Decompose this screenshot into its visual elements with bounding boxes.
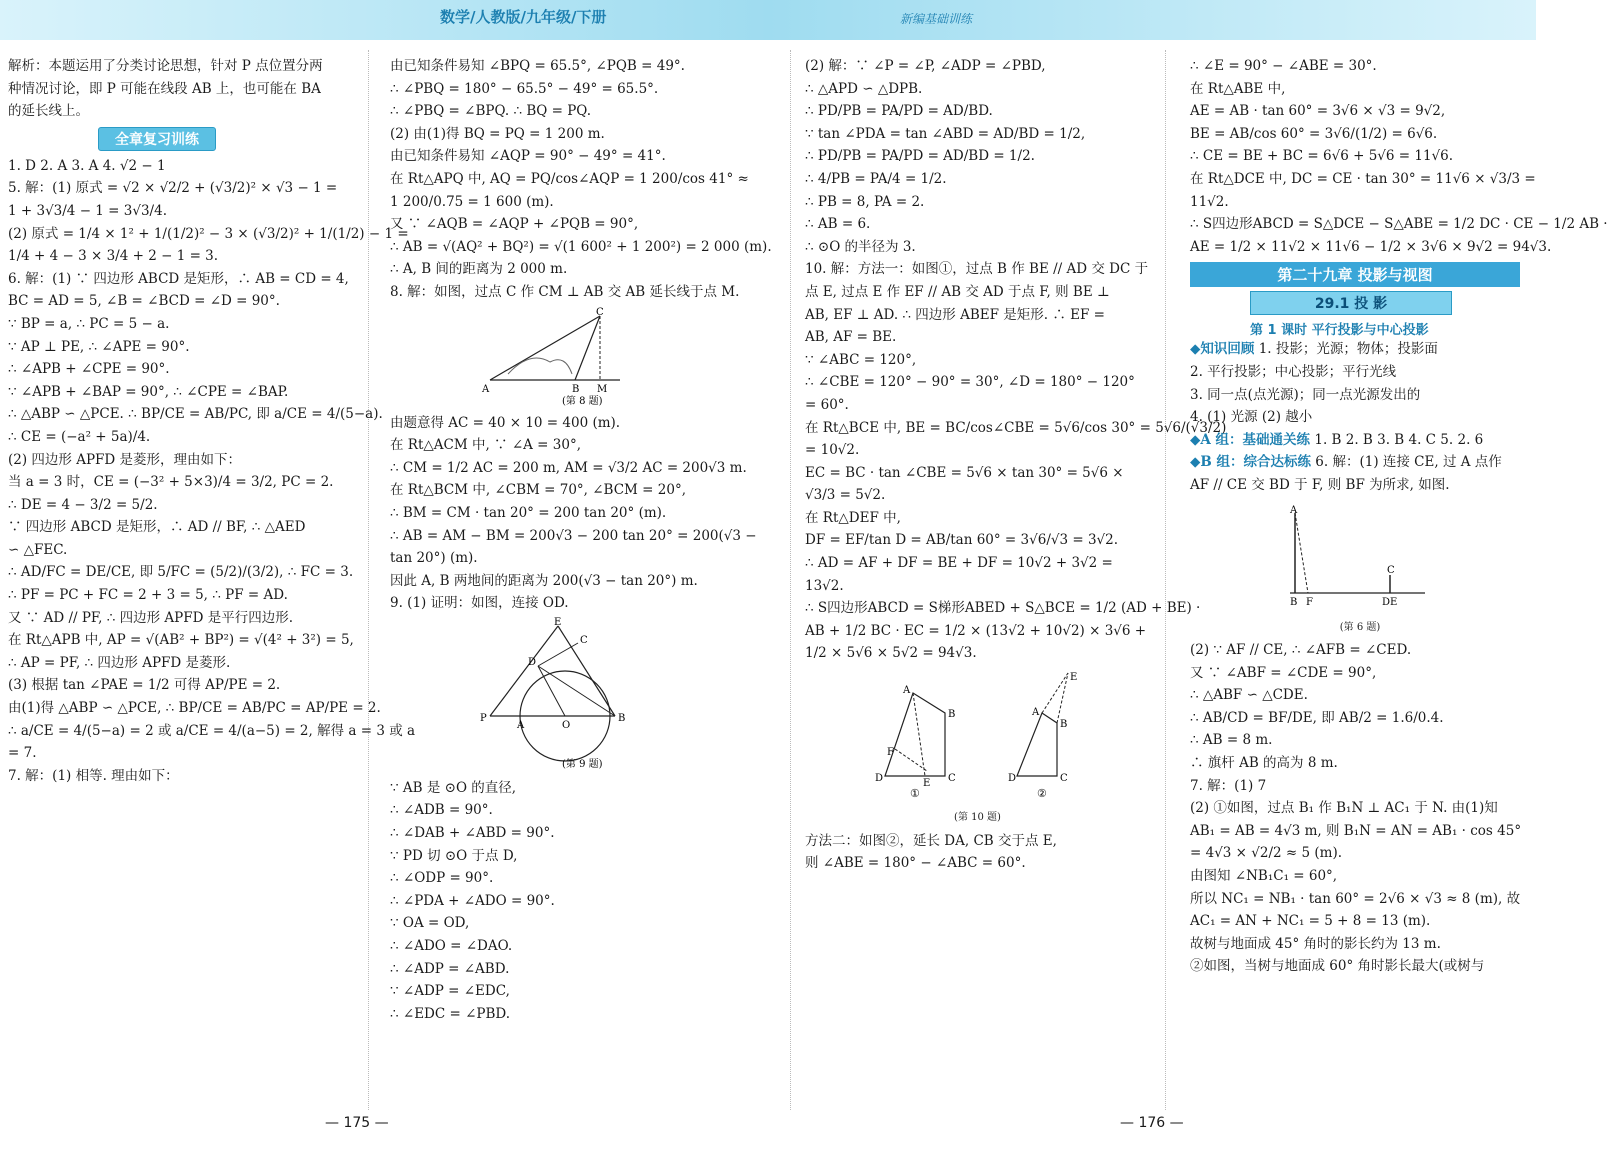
group-a-row	[1190, 429, 1530, 452]
text-line: 1. 投影；光源；物体；投影面	[1258, 341, 1438, 358]
tag-group-a: ◆A 组：基础通关练	[1190, 431, 1311, 448]
text-line: 故树与地面成 45° 角时的影长约为 13 m.	[1190, 935, 1441, 952]
text-line: ∴ ∠ADO = ∠DAO.	[390, 938, 513, 955]
text-line: (2) 由(1)得 BQ = PQ = 1 200 m.	[390, 125, 605, 142]
text-line: ∴ a/CE = 4/(5−a) = 2 或 a/CE = 4/(a−5) = 2, 解得 a = 3 或 a	[8, 722, 416, 739]
text-line: 在 Rt△ABE 中,	[1190, 80, 1286, 97]
text-line: 由图知 ∠NB₁C₁ = 60°,	[1190, 868, 1338, 885]
fig10-label-d1: D	[875, 773, 884, 785]
text-line: ∴ S四边形ABCD = S△DCE − S△ABE = 1/2 DC · CE − 1/2 AB ·	[1190, 216, 1608, 233]
text-line: ∴ ∠PBQ = ∠BPQ. ∴ BQ = PQ.	[390, 103, 591, 120]
tag-knowledge: ◆知识回顾	[1190, 341, 1255, 358]
text-line: 解析：本题运用了分类讨论思想，针对 P 点位置分两	[8, 58, 323, 74]
fig8-caption: (第 8 题)	[562, 395, 603, 407]
text-line: 在 Rt△APB 中, AP = √(AB² + BP²) = √(4² + 3²) = 5,	[8, 632, 354, 649]
text-line: (2) 解：∵ ∠P = ∠P, ∠ADP = ∠PBD,	[805, 58, 1046, 74]
column-4	[1190, 55, 1608, 978]
figure-8	[390, 306, 735, 407]
text-line: 由题意得 AC = 40 × 10 = 400 (m).	[390, 414, 621, 431]
fig10-label-e2: E	[1070, 672, 1078, 684]
fig6-caption: (第 6 题)	[1339, 621, 1381, 633]
text-line: ∴ △ABF ∽ △CDE.	[1190, 687, 1308, 704]
text-line: 9. (1) 证明：如图，连接 OD.	[390, 595, 569, 612]
text-line: ∴ ∠PDA + ∠ADO = 90°.	[390, 892, 555, 909]
text-line: ∴ ∠PBQ = 180° − 65.5° − 49° = 65.5°.	[390, 80, 659, 97]
text-line: √3/3 = 5√2.	[805, 487, 886, 504]
fig9-caption: (第 9 题)	[562, 758, 603, 770]
text-line: ∴ PD/PB = PA/PD = AD/BD = 1/2.	[805, 148, 1035, 165]
text-line: 种情况讨论，即 P 可能在线段 AB 上，也可能在 BA	[8, 80, 321, 97]
text-line: ∴ ∠APB + ∠CPE = 90°.	[8, 361, 170, 378]
text-line: 在 Rt△BCE 中, BE = BC/cos∠CBE = 5√6/cos 30° = 5√6/(√3/2)	[805, 419, 1227, 436]
fig9-label-d: D	[528, 656, 537, 668]
text-line: 5. 解：(1) 原式 = √2 × √2/2 + (√3/2)² × √3 − 1 =	[8, 180, 338, 197]
fig6-label-f: F	[1306, 596, 1313, 608]
text-line: (2) 四边形 APFD 是菱形，理由如下：	[8, 451, 242, 468]
figure-9	[390, 616, 735, 771]
lesson-title: 第 1 课时 平行投影与中心投影	[1250, 323, 1429, 339]
text-line: 由已知条件易知 ∠BPQ = 65.5°, ∠PQB = 49°.	[390, 58, 685, 74]
text-line: 方法二：如图②，延长 DA, CB 交于点 E,	[805, 832, 1057, 849]
text-line: ∴ AB = AM − BM = 200√3 − 200 tan 20° = 200(√3 −	[390, 527, 757, 544]
text-line: = 60°.	[805, 396, 849, 413]
text-line: ∵ ∠APB + ∠BAP = 90°, ∴ ∠CPE = ∠BAP.	[8, 383, 289, 400]
text-line: ∵ OA = OD,	[390, 915, 470, 932]
text-line: ∴ CE = (−a² + 5a)/4.	[8, 428, 151, 445]
text-line: ∵ 四边形 ABCD 是矩形，∴ AD // BF, ∴ △AED	[8, 519, 306, 536]
text-line: AE = 1/2 × 11√2 × 11√6 − 1/2 × 3√6 × 9√2 = 94√3.	[1190, 238, 1552, 255]
text-line: 10. 解：方法一：如图①，过点 B 作 BE // AD 交 DC 于	[805, 261, 1149, 278]
text-line: 11√2.	[1190, 193, 1229, 210]
fig10-label-b2: B	[1060, 719, 1068, 731]
fig8-label-a: A	[482, 383, 490, 395]
text-line: 在 Rt△DCE 中, DC = CE · tan 30° = 11√6 × √3/3 =	[1190, 170, 1536, 187]
chapter-title: 第二十九章 投影与视图	[1190, 262, 1520, 287]
text-line: ∵ PD 切 ⊙O 于点 D,	[390, 847, 518, 864]
knowledge-row	[1190, 338, 1530, 361]
text-line: ∴ PB = 8, PA = 2.	[805, 193, 925, 210]
text-line: 6. 解：(1) 连接 CE, 过 A 点作	[1315, 454, 1502, 471]
text-line: ∴ 旗杆 AB 的高为 8 m.	[1190, 755, 1338, 772]
column-1	[8, 55, 416, 787]
text-line: ∴ AB/CD = BF/DE, 即 AB/2 = 1.6/0.4.	[1190, 709, 1444, 726]
text-line: (3) 根据 tan ∠PAE = 1/2 可得 AP/PE = 2.	[8, 677, 281, 694]
text-line: 6. 解：(1) ∵ 四边形 ABCD 是矩形，∴ AB = CD = 4,	[8, 270, 349, 287]
text-line: ∵ ∠ABC = 120°,	[805, 351, 917, 368]
text-line: 13√2.	[805, 577, 844, 594]
text-line: 1 200/0.75 = 1 600 (m).	[390, 193, 554, 210]
col1-answers	[8, 155, 416, 788]
text-line: ∴ ∠DAB + ∠ABD = 90°.	[390, 825, 555, 842]
text-line: 又 ∵ ∠AQB = ∠AQP + ∠PQB = 90°,	[390, 216, 639, 233]
fig9-label-o: O	[562, 719, 571, 731]
text-line: 由(1)得 △ABP ∽ △PCE, ∴ BP/CE = AB/PC = AP/PE = 2.	[8, 700, 381, 717]
fig8-label-b: B	[572, 383, 580, 395]
column-divider	[368, 50, 369, 1110]
text-line: 由已知条件易知 ∠AQP = 90° − 49° = 41°.	[390, 148, 666, 165]
fig6-label-c: C	[1387, 564, 1395, 576]
text-line: 8. 解：如图，过点 C 作 CM ⊥ AB 交 AB 延长线于点 M.	[390, 283, 740, 300]
text-line: ∴ PF = PC + FC = 2 + 3 = 5, ∴ PF = AD.	[8, 587, 288, 604]
col1-intro	[8, 55, 353, 123]
text-line: AE = AB · tan 60° = 3√6 × √3 = 9√2,	[1190, 103, 1446, 120]
fig6-label-b: B	[1290, 596, 1298, 608]
text-line: AB + 1/2 BC · EC = 1/2 × (13√2 + 10√2) × 3√6 +	[805, 622, 1147, 639]
fig8-label-m: M	[597, 383, 608, 395]
fig6-label-de: DE	[1382, 596, 1398, 608]
text-line: 3. 同一点(点光源)；同一点光源发出的	[1190, 386, 1421, 403]
fig9-label-b: B	[618, 712, 626, 724]
text-line: (2) ∵ AF // CE, ∴ ∠AFB = ∠CED.	[1190, 642, 1412, 659]
fig8-label-c: C	[596, 306, 604, 318]
fig10-label-b1: B	[948, 709, 956, 721]
fig10-label-c1: C	[948, 773, 956, 785]
fig10-label-a1: A	[903, 685, 911, 697]
text-line: AB, AF = BE.	[805, 329, 897, 346]
text-line: ②如图，当树与地面成 60° 角时影长最大(或树与	[1190, 958, 1485, 975]
fig10-caption: (第 10 题)	[954, 812, 1001, 824]
text-line: = 10√2.	[805, 442, 860, 459]
column-2	[390, 55, 772, 1025]
text-line: 2. 平行投影；中心投影；平行光线	[1190, 363, 1397, 380]
text-line: ∴ ∠E = 90° − ∠ABE = 30°.	[1190, 58, 1377, 74]
text-line: AB, EF ⊥ AD. ∴ 四边形 ABEF 是矩形. ∴ EF =	[805, 306, 1105, 323]
text-line: ∴ △ABP ∽ △PCE. ∴ BP/CE = AB/PC, 即 a/CE = 4/(5−a).	[8, 406, 383, 423]
text-line: ∴ S四边形ABCD = S梯形ABED + S△BCE = 1/2 (AD + BE) ·	[805, 600, 1201, 617]
text-line: ∴ PD/PB = PA/PD = AD/BD.	[805, 103, 993, 120]
text-line: 所以 NC₁ = NB₁ · tan 60° = 2√6 × √3 ≈ 8 (m), 故	[1190, 890, 1521, 907]
text-line: ∴ ∠ODP = 90°.	[390, 870, 494, 887]
text-line: BE = AB/cos 60° = 3√6/(1/2) = 6√6.	[1190, 125, 1438, 142]
text-line: 的延长线上。	[8, 103, 89, 120]
page-number-left: — 175 —	[325, 1115, 389, 1131]
group-b-row	[1190, 451, 1530, 474]
text-line: ∵ ∠ADP = ∠EDC,	[390, 983, 510, 1000]
text-line: ∴ AB = 6.	[805, 216, 871, 233]
text-line: BC = AD = 5, ∠B = ∠BCD = ∠D = 90°.	[8, 293, 280, 310]
text-line: ∴ CE = BE + BC = 6√6 + 5√6 = 11√6.	[1190, 148, 1454, 165]
fig10-label-e1: E	[923, 778, 931, 790]
fig10-label-c2: C	[1060, 773, 1068, 785]
text-line: ∴ ⊙O 的半径为 3.	[805, 238, 916, 255]
text-line: ∴ A, B 间的距离为 2 000 m.	[390, 261, 568, 278]
section-title: 29.1 投 影	[1250, 291, 1452, 315]
text-line: 又 ∵ ∠ABF = ∠CDE = 90°,	[1190, 664, 1377, 681]
header-book-title: 数学/人教版/九年级/下册	[440, 8, 607, 26]
fig9-label-e: E	[554, 616, 562, 628]
column-divider	[1165, 50, 1166, 1110]
text-line: DF = EF/tan D = AB/tan 60° = 3√6/√3 = 3√2.	[805, 532, 1119, 549]
text-line: ∴ △APD ∽ △DPB.	[805, 80, 923, 97]
text-line: 又 ∵ AD // PF, ∴ 四边形 APFD 是平行四边形.	[8, 609, 294, 626]
text-line: 4. (1) 光源 (2) 越小	[1190, 409, 1313, 426]
text-line: 点 E, 过点 E 作 EF // AB 交 AD 于点 F, 则 BE ⊥	[805, 283, 1110, 300]
text-line: 1 + 3√3/4 − 1 = 3√3/4.	[8, 202, 167, 219]
text-line: ∵ AB 是 ⊙O 的直径,	[390, 779, 517, 796]
text-line: AC₁ = AN + NC₁ = 5 + 8 = 13 (m).	[1190, 913, 1431, 930]
fig9-label-p: P	[480, 712, 487, 724]
fig10-label-d2: D	[1008, 773, 1017, 785]
fig10-sub-1: ①	[910, 787, 920, 801]
page-number-right: — 176 —	[1120, 1115, 1184, 1131]
text-line: ∴ 4/PB = PA/4 = 1/2.	[805, 170, 947, 187]
fig6-label-a: A	[1290, 504, 1298, 516]
text-line: AB₁ = AB = 4√3 m, 则 B₁N = AN = AB₁ · cos 45°	[1190, 822, 1522, 839]
text-line: 1. B 2. B 3. B 4. C 5. 2. 6	[1314, 431, 1484, 448]
page-header-bar	[0, 0, 1536, 40]
text-line: EC = BC · tan ∠CBE = 5√6 × tan 30° = 5√6 ×	[805, 464, 1124, 481]
text-line: ∴ AD/FC = DE/CE, 即 5/FC = (5/2)/(3/2), ∴ FC = 3.	[8, 564, 354, 581]
text-line: ∴ BM = CM · tan 20° = 200 tan 20° (m).	[390, 504, 667, 521]
header-series-title: 新编基础训练	[900, 12, 973, 26]
text-line: 在 Rt△ACM 中, ∵ ∠A = 30°,	[390, 437, 582, 454]
text-line: 1/4 + 4 − 3 × 3/4 + 2 − 1 = 3.	[8, 248, 219, 265]
text-line: ∴ ∠ADB = 90°.	[390, 802, 493, 819]
text-line: ∴ AB = 8 m.	[1190, 732, 1273, 749]
text-line: 1. D 2. A 3. A 4. √2 − 1	[8, 157, 166, 174]
figure-6	[1190, 503, 1530, 611]
text-line: 因此 A, B 两地间的距离为 200(√3 − tan 20°) m.	[390, 572, 698, 589]
text-line: 7. 解：(1) 7	[1190, 777, 1267, 794]
text-line: 则 ∠ABE = 180° − ∠ABC = 60°.	[805, 855, 1026, 872]
text-line: ∴ ∠CBE = 120° − 90° = 30°, ∠D = 180° − 120°	[805, 374, 1135, 391]
text-line: ∴ AD = AF + DF = BE + DF = 10√2 + 3√2 =	[805, 555, 1113, 572]
text-line: ∽ △FEC.	[8, 541, 68, 558]
text-line: (2) 原式 = 1/4 × 1² + 1/(1/2)² − 3 × (√3/2)² + 1/(1/2) − 1 =	[8, 225, 409, 242]
text-line: ∴ CM = 1/2 AC = 200 m, AM = √3/2 AC = 200√3 m.	[390, 459, 747, 476]
text-line: 在 Rt△DEF 中,	[805, 509, 901, 526]
text-line: = 4√3 × √2/2 ≈ 5 (m).	[1190, 845, 1343, 862]
text-line: ∴ ∠ADP = ∠ABD.	[390, 960, 510, 977]
fig9-label-c: C	[580, 634, 588, 646]
text-line: 1/2 × 5√6 × 5√2 = 94√3.	[805, 645, 977, 662]
text-line: ∴ AP = PF, ∴ 四边形 APFD 是菱形.	[8, 654, 231, 671]
fig10-label-f1: F	[887, 747, 894, 759]
text-line: 在 Rt△BCM 中, ∠CBM = 70°, ∠BCM = 20°,	[390, 482, 686, 499]
figure-10	[805, 671, 1150, 801]
fig9-label-a: A	[517, 719, 525, 731]
fig10-label-a2: A	[1032, 707, 1040, 719]
text-line: AF // CE 交 BD 于 F, 则 BF 为所求, 如图.	[1190, 476, 1450, 493]
text-line: ∵ BP = a, ∴ PC = 5 − a.	[8, 315, 170, 332]
page-divider	[790, 50, 791, 1110]
text-line: 7. 解：(1) 相等. 理由如下：	[8, 767, 179, 784]
text-line: ∴ ∠EDC = ∠PBD.	[390, 1005, 511, 1022]
tag-group-b: ◆B 组：综合达标练	[1190, 454, 1311, 471]
text-line: ∴ AB = √(AQ² + BQ²) = √(1 600² + 1 200²) = 2 000 (m).	[390, 238, 772, 255]
text-line: = 7.	[8, 745, 37, 762]
text-line: tan 20°) (m).	[390, 550, 478, 567]
text-line: (2) ①如图，过点 B₁ 作 B₁N ⊥ AC₁ 于 N. 由(1)知	[1190, 800, 1498, 817]
text-line: 在 Rt△APQ 中, AQ = PQ/cos∠AQP = 1 200/cos 41° ≈	[390, 170, 749, 187]
text-line: ∵ AP ⊥ PE, ∴ ∠APE = 90°.	[8, 338, 190, 355]
fig10-sub-2: ②	[1037, 787, 1047, 801]
text-line: 当 a = 3 时，CE = (−3² + 5×3)/4 = 3/2, PC = 2.	[8, 474, 334, 491]
text-line: ∵ tan ∠PDA = tan ∠ABD = AD/BD = 1/2,	[805, 125, 1086, 142]
text-line: ∴ DE = 4 − 3/2 = 5/2.	[8, 496, 158, 513]
section-banner: 全章复习训练	[98, 127, 216, 151]
